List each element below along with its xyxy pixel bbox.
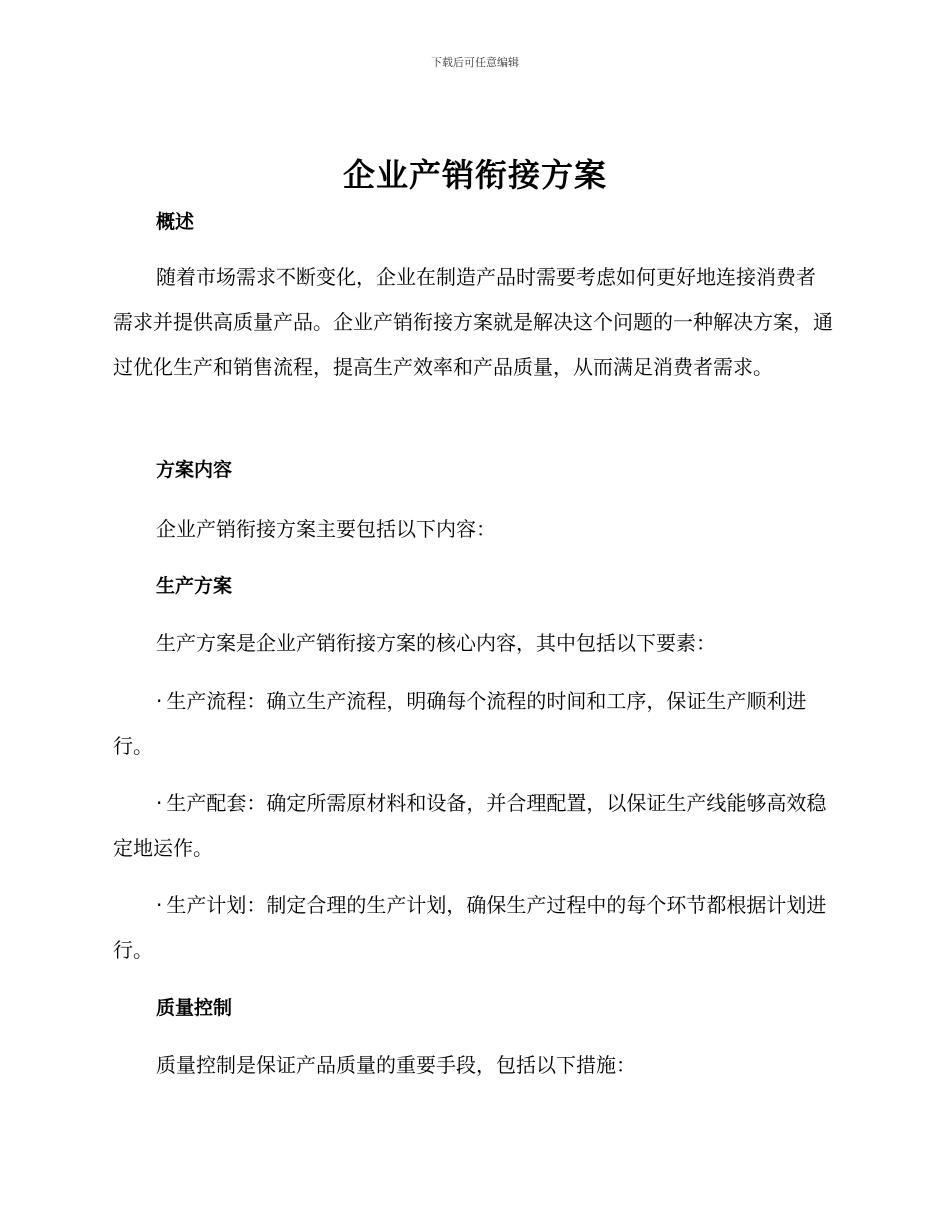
section-heading-production: 生产方案 [156,575,233,597]
paragraph-content-intro: 企业产销衔接方案主要包括以下内容： [156,517,496,541]
bullet-item-production-support [113,781,833,871]
section-heading-content: 方案内容 [156,459,233,481]
bullet-item-production-plan [113,883,833,973]
bullet-text: 生产计划：制定合理的生产计划，确保生产过程中的每个环节都根据计划进行。 [113,893,827,962]
bullet-text: 生产配套：确定所需原材料和设备，并合理配置，以保证生产线能够高效稳定地运作。 [113,791,827,860]
bullet-text: 生产流程：确立生产流程，明确每个流程的时间和工序，保证生产顺利进行。 [113,689,807,758]
paragraph-overview: 随着市场需求不断变化，企业在制造产品时需要考虑如何更好地连接消费者需求并提供高质量产品。企业产销衔接方案就是解决这个问题的一种解决方案，通过优化生产和销售流程，提高生产效率和产品质量，从而满足消费者需求。 [113,265,833,379]
paragraph-production-intro: 生产方案是企业产销衔接方案的核心内容，其中包括以下要素： [156,631,716,655]
bullet-marker: · [156,689,163,713]
header-note: 下载后可任意编辑 [431,56,519,69]
document-title: 企业产销衔接方案 [342,156,607,194]
section-heading-overview: 概述 [156,211,195,233]
bullet-marker: · [156,893,163,917]
section-heading-quality: 质量控制 [156,997,233,1019]
bullet-item-production-flow [113,679,833,769]
bullet-marker: · [156,791,163,815]
paragraph-quality-intro: 质量控制是保证产品质量的重要手段，包括以下措施： [156,1053,636,1077]
